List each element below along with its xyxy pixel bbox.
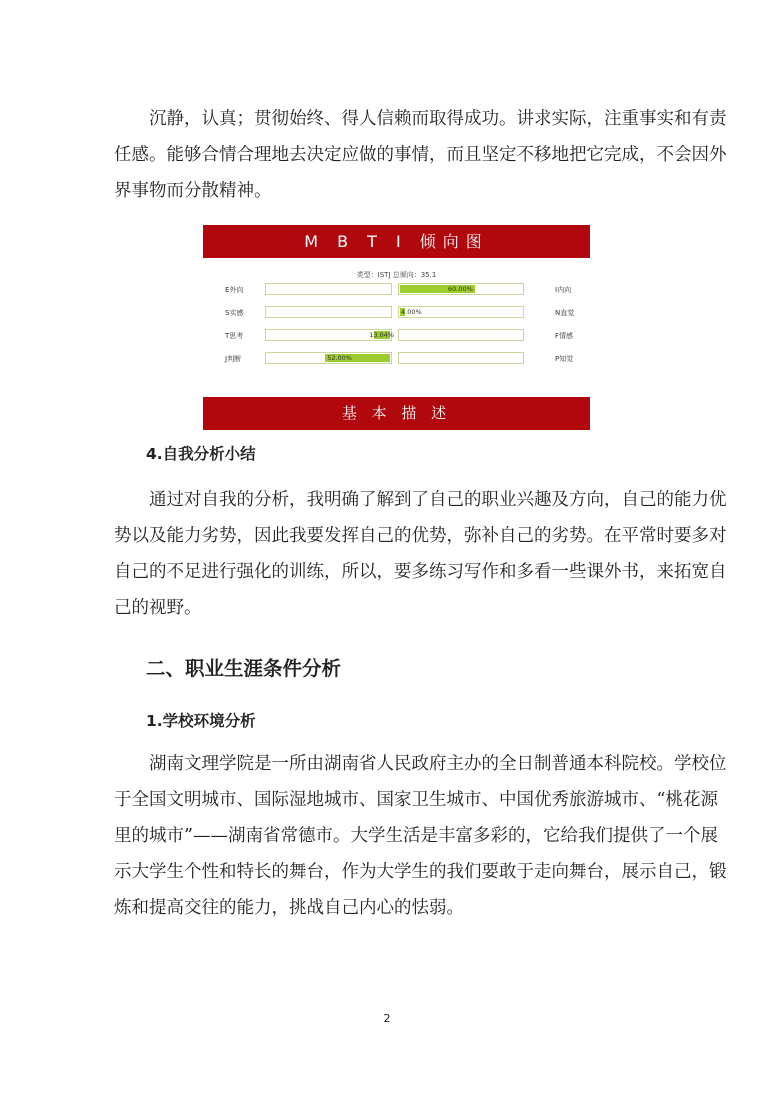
mbti-chart-body	[203, 258, 590, 397]
text-line: 沉静，认真；贯彻始终、得人信赖而取得成功。讲求实际，注重事实和有责	[149, 109, 727, 129]
text-line: 里的城市”——湖南省常德市。大学生活是丰富多彩的，它给我们提供了一个展	[114, 826, 718, 846]
mbti-right-box	[398, 329, 524, 341]
section-banner-basic-description: 基 本 描 述	[203, 397, 590, 430]
text-line: 炼和提高交往的能力，挑战自己内心的怯弱。	[114, 898, 464, 918]
section-heading-school-environment: 1.学校环境分析	[146, 712, 256, 730]
mbti-right-label: N直觉	[555, 309, 575, 317]
mbti-left-label: T思考	[225, 332, 244, 340]
mbti-left-box	[265, 283, 392, 295]
mbti-left-box	[265, 352, 392, 364]
mbti-right-label: I内向	[555, 286, 572, 294]
mbti-row	[203, 306, 590, 320]
mbti-left-box	[265, 306, 392, 318]
mbti-right-label: F情感	[555, 332, 574, 340]
mbti-bar-value-label: 60.00%	[448, 285, 473, 293]
mbti-left-label: E外向	[225, 286, 244, 294]
mbti-chart-title: M B T I 倾向图	[203, 225, 590, 258]
chapter-heading-career-conditions: 二、职业生涯条件分析	[146, 657, 342, 680]
mbti-chart	[203, 225, 590, 430]
mbti-bar-value-label: 4.00%	[401, 308, 422, 316]
mbti-chart-subtitle: 类型：ISTJ 总倾向：35.1	[356, 271, 437, 279]
text-line: 湖南文理学院是一所由湖南省人民政府主办的全日制普通本科院校。学校位	[149, 754, 727, 774]
mbti-left-label: S实感	[225, 309, 244, 317]
mbti-right-box	[398, 306, 524, 318]
paragraph-self-analysis-summary	[114, 482, 727, 626]
mbti-right-label: P知觉	[555, 355, 574, 363]
text-line: 任感。能够合情合理地去决定应做的事情，而且坚定不移地把它完成，不会因外	[114, 145, 727, 165]
text-line: 示大学生个性和特长的舞台，作为大学生的我们要敢于走向舞台，展示自己，锻	[114, 862, 727, 882]
text-line: 界事物而分散精神。	[114, 181, 272, 201]
text-line: 于全国文明城市、国际湿地城市、国家卫生城市、中国优秀旅游城市、“桃花源	[114, 790, 718, 810]
paragraph-istj-description	[114, 101, 727, 209]
mbti-right-box	[398, 283, 524, 295]
mbti-row	[203, 329, 590, 343]
mbti-bar-value-label: 13.04%	[369, 331, 394, 339]
mbti-right-box	[398, 352, 524, 364]
mbti-left-label: J判断	[225, 355, 242, 363]
text-line: 己的视野。	[114, 598, 202, 618]
mbti-row	[203, 283, 590, 297]
text-line: 自己的不足进行强化的训练，所以，要多练习写作和多看一些课外书，来拓宽自	[114, 562, 727, 582]
mbti-left-box	[265, 329, 392, 341]
page-number: 2	[383, 1012, 391, 1025]
section-heading-self-analysis-summary: 4.自我分析小结	[146, 445, 256, 463]
paragraph-school-environment	[114, 746, 727, 926]
mbti-bar-value-label: 52.00%	[327, 354, 352, 362]
mbti-row	[203, 352, 590, 366]
text-line: 势以及能力劣势，因此我要发挥自己的优势，弥补自己的劣势。在平常时要多对	[114, 526, 727, 546]
text-line: 通过对自我的分析，我明确了解到了自己的职业兴趣及方向，自己的能力优	[149, 490, 727, 510]
